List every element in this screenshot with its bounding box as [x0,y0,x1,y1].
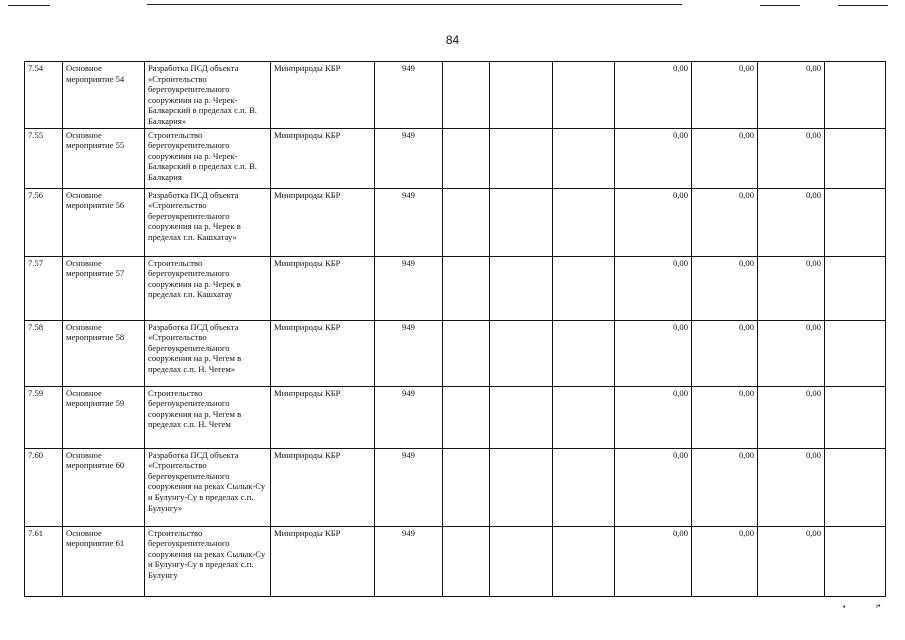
budget-code: 949 [375,256,443,320]
executor: Минприроды КБР [271,526,375,596]
budget-table-body [25,62,886,597]
executor: Минприроды КБР [271,320,375,386]
event-name: Основное мероприятие 56 [63,188,145,256]
empty-cell [825,448,886,526]
empty-cell [825,526,886,596]
amount-2: 0,00 [692,188,758,256]
row-number: 7.54 [25,62,63,129]
amount-1: 0,00 [615,62,692,129]
empty-cell [443,320,490,386]
amount-2: 0,00 [692,128,758,188]
empty-cell [553,448,615,526]
amount-1: 0,00 [615,526,692,596]
amount-3: 0,00 [758,256,825,320]
table-row [25,526,886,596]
executor: Минприроды КБР [271,128,375,188]
row-number: 7.56 [25,188,63,256]
event-name: Основное мероприятие 58 [63,320,145,386]
amount-2: 0,00 [692,526,758,596]
empty-cell [490,448,553,526]
executor: Минприроды КБР [271,188,375,256]
empty-cell [443,256,490,320]
table-row [25,386,886,448]
empty-cell [490,128,553,188]
empty-cell [825,128,886,188]
budget-code: 949 [375,526,443,596]
empty-cell [443,62,490,129]
scan-border-fragment-far-right [838,5,888,6]
amount-2: 0,00 [692,386,758,448]
budget-code: 949 [375,128,443,188]
event-description: Разработка ПСД объекта «Строительство берегоукрепительного сооружения на р. Черек-Балкарский в пределах с.п. В. Балкария» [145,62,271,129]
empty-cell [490,256,553,320]
event-description: Разработка ПСД объекта «Строительство берегоукрепительного сооружения на р. Черек в пределах г.п. Кашхатау» [145,188,271,256]
scan-border-line [147,4,682,5]
event-name: Основное мероприятие 54 [63,62,145,129]
amount-3: 0,00 [758,128,825,188]
amount-2: 0,00 [692,448,758,526]
empty-cell [825,320,886,386]
event-name: Основное мероприятие 55 [63,128,145,188]
empty-cell [490,320,553,386]
empty-cell [490,386,553,448]
empty-cell [553,320,615,386]
scan-speck: • [843,604,846,611]
empty-cell [443,526,490,596]
empty-cell [490,188,553,256]
amount-3: 0,00 [758,320,825,386]
row-number: 7.55 [25,128,63,188]
empty-cell [825,256,886,320]
amount-1: 0,00 [615,256,692,320]
empty-cell [825,62,886,129]
row-number: 7.59 [25,386,63,448]
budget-code: 949 [375,386,443,448]
amount-3: 0,00 [758,526,825,596]
empty-cell [553,386,615,448]
executor: Минприроды КБР [271,386,375,448]
amount-3: 0,00 [758,448,825,526]
empty-cell [553,62,615,129]
amount-2: 0,00 [692,256,758,320]
scan-border-fragment-right [760,5,800,6]
row-number: 7.61 [25,526,63,596]
amount-1: 0,00 [615,386,692,448]
event-name: Основное мероприятие 60 [63,448,145,526]
budget-code: 949 [375,188,443,256]
amount-2: 0,00 [692,320,758,386]
empty-cell [553,188,615,256]
table-row [25,128,886,188]
event-description: Строительство берегоукрепительного сооружения на р. Чегем в пределах с.п. Н. Чегем [145,386,271,448]
page-number: 84 [445,33,460,47]
budget-code: 949 [375,62,443,129]
scan-border-fragment-left [8,5,50,6]
empty-cell [553,128,615,188]
event-name: Основное мероприятие 61 [63,526,145,596]
event-description: Разработка ПСД объекта «Строительство берегоукрепительного сооружения на реках Сылык-Су и Булунгу-Су в пределах с.п. Булунгу» [145,448,271,526]
executor: Минприроды КБР [271,448,375,526]
budget-table [24,61,886,597]
amount-1: 0,00 [615,320,692,386]
row-number: 7.57 [25,256,63,320]
amount-1: 0,00 [615,448,692,526]
empty-cell [825,188,886,256]
event-name: Основное мероприятие 59 [63,386,145,448]
event-description: Разработка ПСД объекта «Строительство берегоукрепительного сооружения на р. Чегем в пределах с.п. Н. Чегем» [145,320,271,386]
empty-cell [553,256,615,320]
budget-code: 949 [375,448,443,526]
empty-cell [490,62,553,129]
event-name: Основное мероприятие 57 [63,256,145,320]
table-row [25,320,886,386]
event-description: Строительство берегоукрепительного сооружения на реках Сылык-Су и Булунгу-Су в пределах с.п. Булунгу [145,526,271,596]
row-number: 7.58 [25,320,63,386]
table-row [25,188,886,256]
amount-3: 0,00 [758,62,825,129]
empty-cell [553,526,615,596]
empty-cell [443,448,490,526]
event-description: Строительство берегоукрепительного сооружения на р. Черек-Балкарский в пределах с.п. В. Балкария [145,128,271,188]
table-row [25,62,886,129]
amount-3: 0,00 [758,386,825,448]
amount-1: 0,00 [615,188,692,256]
budget-code: 949 [375,320,443,386]
table-row [25,256,886,320]
amount-1: 0,00 [615,128,692,188]
event-description: Строительство берегоукрепительного сооружения на р. Черек в пределах г.п. Кашхатау [145,256,271,320]
empty-cell [443,128,490,188]
empty-cell [490,526,553,596]
executor: Минприроды КБР [271,62,375,129]
empty-cell [443,386,490,448]
executor: Минприроды КБР [271,256,375,320]
amount-2: 0,00 [692,62,758,129]
empty-cell [443,188,490,256]
amount-3: 0,00 [758,188,825,256]
row-number: 7.60 [25,448,63,526]
empty-cell [825,386,886,448]
scan-speck: ı• [876,603,881,610]
table-row [25,448,886,526]
